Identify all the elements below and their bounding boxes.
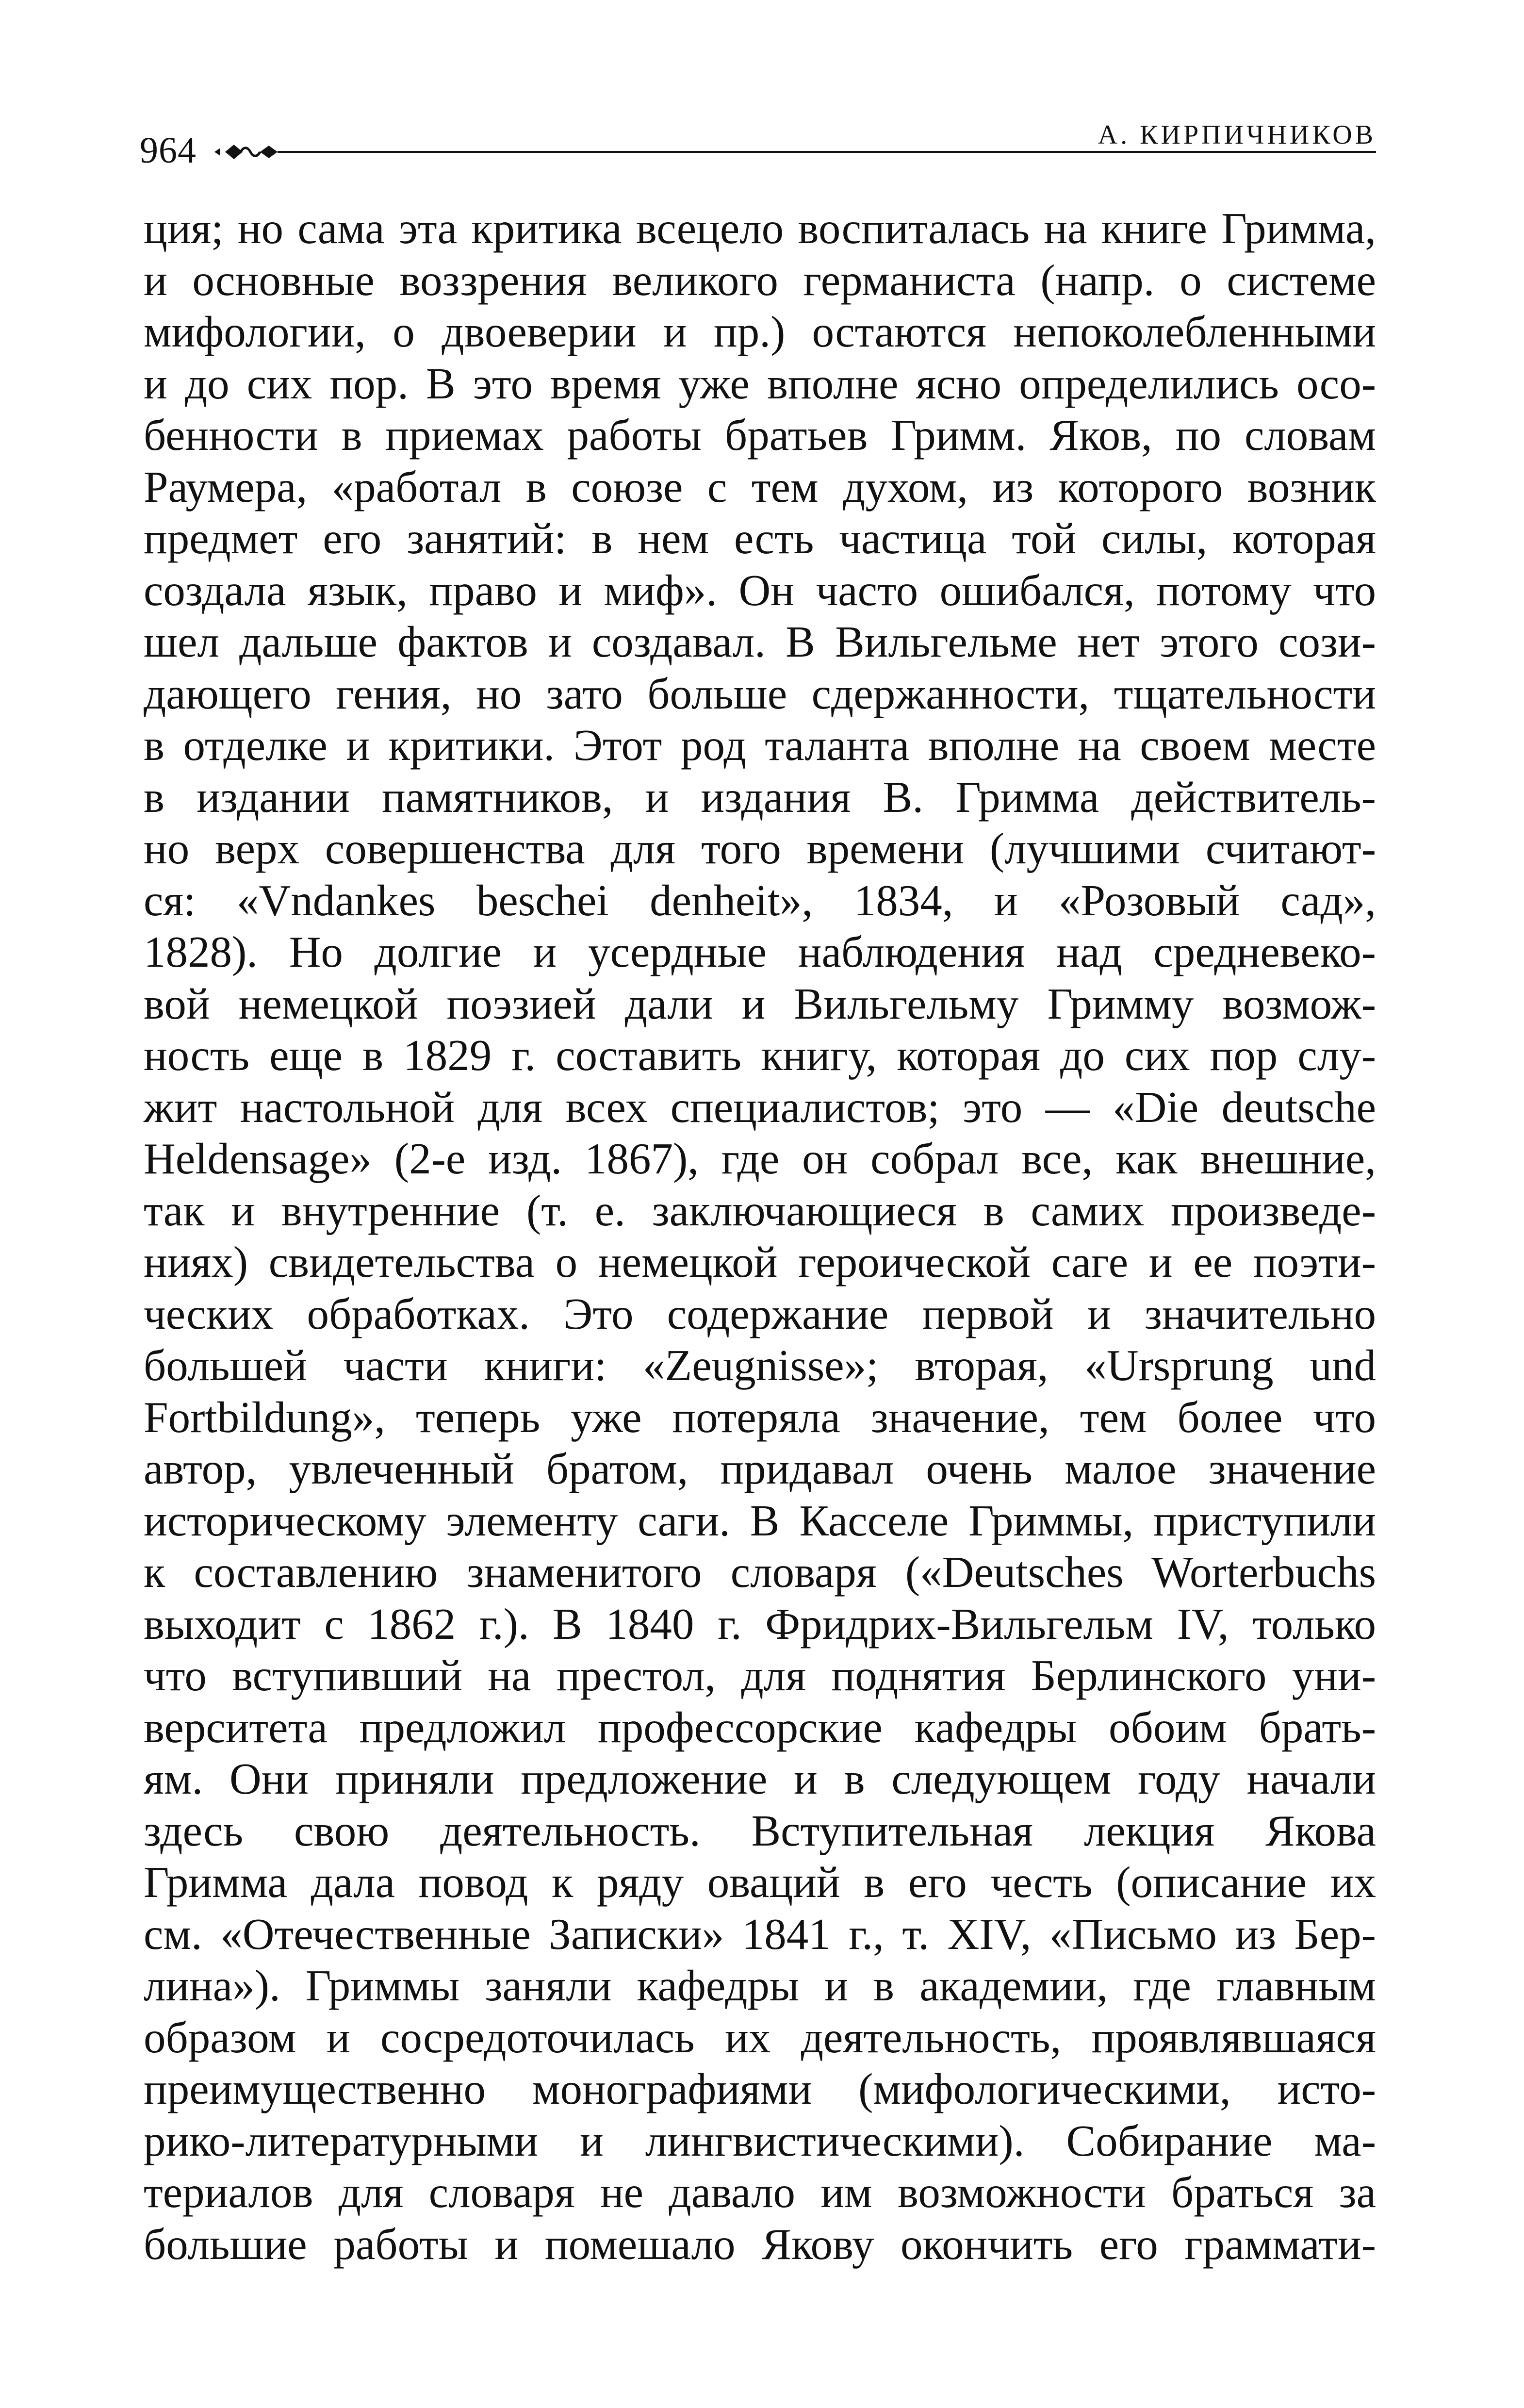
text-line: Гримма дала повод к ряду оваций в его честь (описание их	[144, 1858, 1376, 1907]
fleuron-ornament-icon	[213, 139, 310, 168]
page-number: 964	[140, 130, 197, 171]
header-rule	[305, 151, 1376, 153]
text-line: преимущественно монографиями (мифологическими, исто-	[144, 2064, 1376, 2113]
text-line: так и внутренние (т. е. заключающиеся в самих произведе-	[144, 1186, 1376, 1235]
running-head	[140, 121, 1376, 175]
text-line: ниях) свидетельства о немецкой героической саге и ее поэти-	[144, 1237, 1376, 1286]
text-line: шел дальше фактов и создавал. В Вильгельме нет этого сози-	[144, 617, 1376, 666]
text-line: автор, увлеченный братом, придавал очень малое значение	[144, 1444, 1376, 1493]
text-line: 1828). Но долгие и усердные наблюдения над средневеко-	[144, 927, 1376, 976]
text-line: Раумера, «работал в союзе с тем духом, из которого возник	[144, 462, 1376, 511]
body-text	[144, 203, 1376, 2270]
text-line: рико-литературными и лингвистическими). Собирание ма-	[144, 2116, 1376, 2165]
text-line: к составлению знаменитого словаря («Deutsches Worterbuchs	[144, 1548, 1376, 1597]
text-line: верситета предложил профессорские кафедры обоим брать-	[144, 1702, 1376, 1752]
text-line: большие работы и помешало Якову окончить его граммати-	[144, 2219, 1376, 2269]
text-line: образом и сосредоточилась их деятельность, проявлявшаяся	[144, 2012, 1376, 2062]
text-line: лина»). Гриммы заняли кафедры и в академии, где главным	[144, 1961, 1376, 2010]
text-line: что вступивший на престол, для поднятия Берлинского уни-	[144, 1651, 1376, 1700]
text-line: ция; но сама эта критика всецело воспиталась на книге Гримма,	[144, 204, 1376, 253]
text-line: здесь свою деятельность. Вступительная лекция Якова	[144, 1806, 1376, 1855]
text-line: жит настольной для всех специалистов; это — «Die deutsche	[144, 1082, 1376, 1132]
text-line: вой немецкой поэзией дали и Вильгельму Гримму возмож-	[144, 979, 1376, 1028]
text-line: но верх совершенства для того времени (лучшими считают-	[144, 824, 1376, 873]
text-line: большей части книги: «Zeugnisse»; вторая, «Ursprung und	[144, 1341, 1376, 1390]
text-line: териалов для словаря не давало им возможности браться за	[144, 2168, 1376, 2217]
text-line: создала язык, право и миф». Он часто ошибался, потому что	[144, 565, 1376, 615]
text-line: дающего гения, но зато больше сдержанности, тщательности	[144, 669, 1376, 718]
text-line: ческих обработках. Это содержание первой и значительно	[144, 1289, 1376, 1338]
text-line: ям. Они приняли предложение и в следующем году начали	[144, 1754, 1376, 1803]
text-line: в издании памятников, и издания В. Гримма действитель-	[144, 772, 1376, 822]
text-line: предмет его занятий: в нем есть частица той силы, которая	[144, 514, 1376, 563]
text-line: ся: «Vndankes beschei denheit», 1834, и «Розовый сад»,	[144, 875, 1376, 925]
text-line: и до сих пор. В это время уже вполне ясно определились осо-	[144, 359, 1376, 408]
text-line: Heldensage» (2-е изд. 1867), где он собрал все, как внешние,	[144, 1134, 1376, 1183]
running-head-author: А. КИРПИЧНИКОВ	[1098, 120, 1376, 150]
text-line: бенности в приемах работы братьев Гримм. Яков, по словам	[144, 411, 1376, 460]
text-line: мифологии, о двоеверии и пр.) остаются непоколебленными	[144, 307, 1376, 356]
text-line: историческому элементу саги. В Касселе Гриммы, приступили	[144, 1496, 1376, 1545]
text-line: выходит с 1862 г.). В 1840 г. Фридрих-Вильгельм IV, только	[144, 1599, 1376, 1649]
text-line: ность еще в 1829 г. составить книгу, которая до сих пор слу-	[144, 1031, 1376, 1080]
text-line: в отделке и критики. Этот род таланта вполне на своем месте	[144, 721, 1376, 770]
text-line: см. «Отечественные Записки» 1841 г., т. XIV, «Письмо из Бер-	[144, 1909, 1376, 1959]
text-line: и основные воззрения великого германиста (напр. о системе	[144, 255, 1376, 305]
text-line: Fortbildung», теперь уже потеряла значение, тем более что	[144, 1392, 1376, 1442]
